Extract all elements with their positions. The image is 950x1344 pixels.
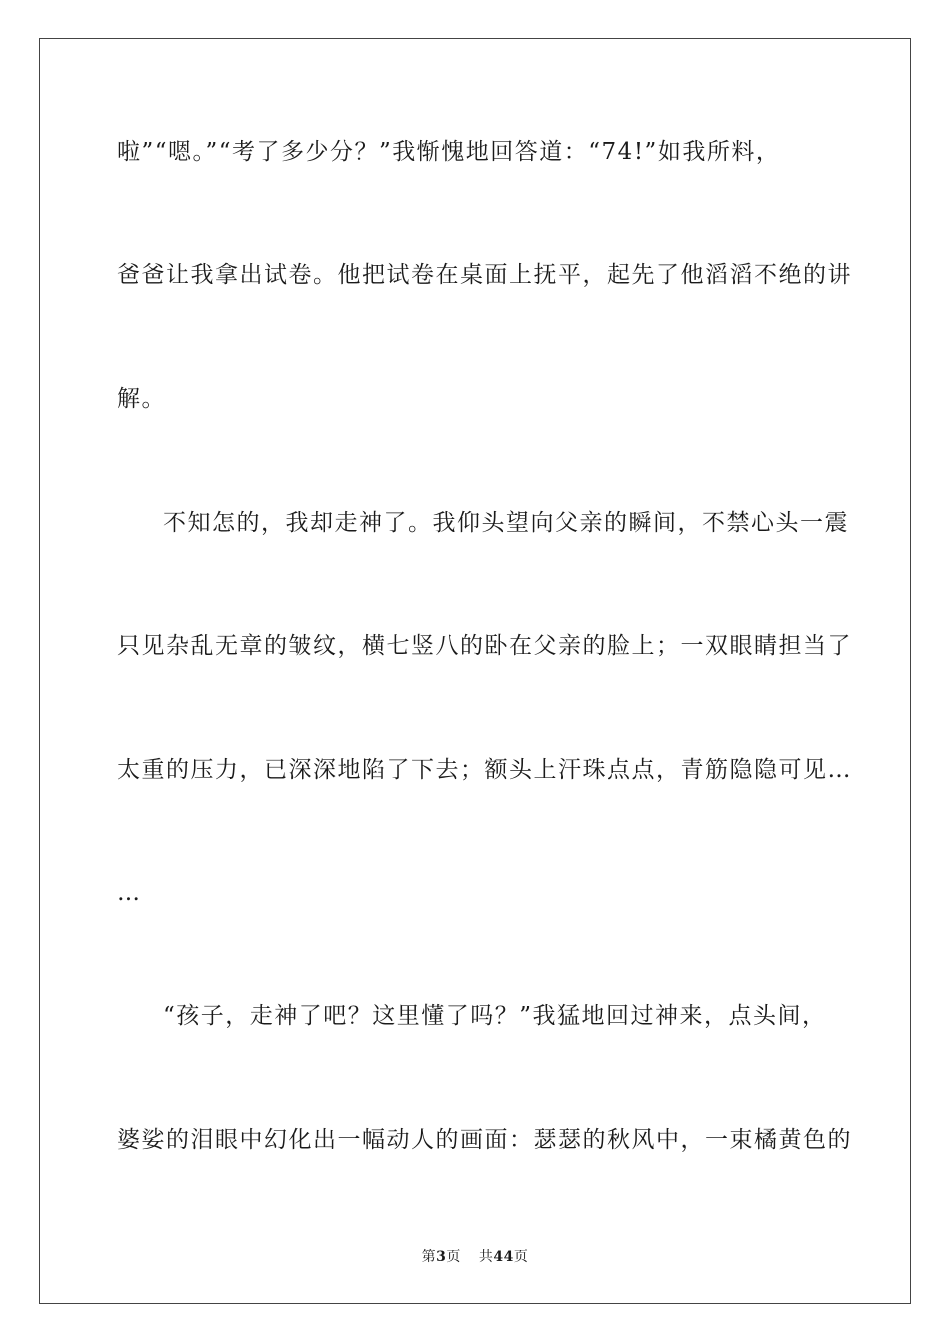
page-prefix: 第 [421,1249,437,1265]
total-pages-number: 44 [493,1249,514,1265]
text-line-2: 爸爸让我拿出试卷。他把试卷在桌面上抚平，起先了他滔滔不绝的讲 [117,262,852,288]
text-line-6: 太重的压力，已深深地陷了下去；额头上汗珠点点，青筋隐隐可见… [117,757,852,783]
text-line-8: “孩子，走神了吧？这里懂了吗？”我猛地回过神来，点头间， [163,1003,827,1029]
page-footer [0,1248,950,1266]
page-border [39,38,911,1304]
page-suffix: 页 [446,1249,461,1265]
text-line-3: 解。 [117,386,166,412]
text-line-9: 婆娑的泪眼中幻化出一幅动人的画面：瑟瑟的秋风中，一束橘黄色的 [117,1127,852,1153]
total-suffix: 页 [513,1249,529,1265]
text-line-7: … [117,880,142,906]
text-line-4: 不知怎的，我却走神了。我仰头望向父亲的瞬间，不禁心头一震 [163,510,849,536]
current-page-number: 3 [436,1249,447,1265]
total-prefix: 共 [478,1249,494,1265]
text-line-1: 啦”“嗯。”“考了多少分？”我惭愧地回答道：“74!”如我所料， [117,139,781,165]
text-line-5: 只见杂乱无章的皱纹，横七竖八的卧在父亲的脸上；一双眼睛担当了 [117,633,852,659]
